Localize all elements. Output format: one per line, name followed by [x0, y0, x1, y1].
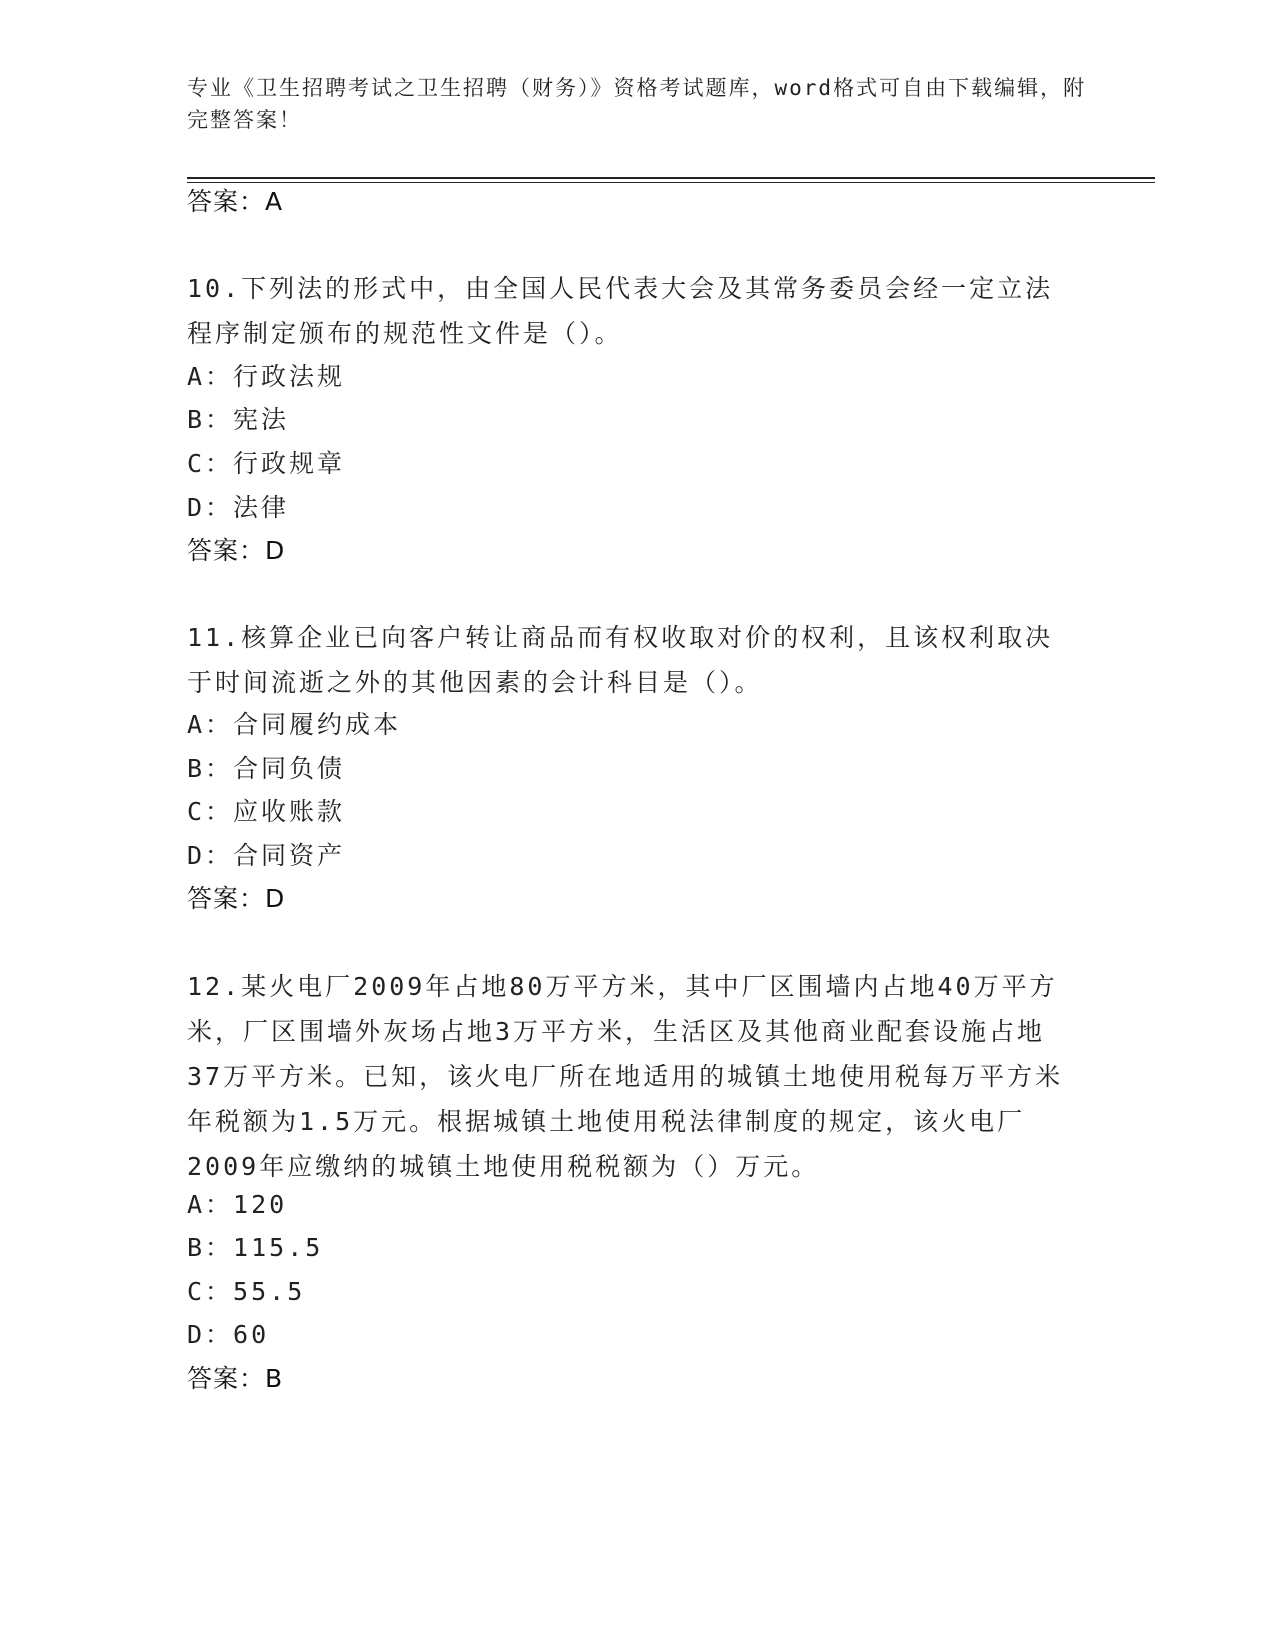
question-10-answer: 答案：D [187, 536, 286, 565]
document-header: 专业《卫生招聘考试之卫生招聘（财务）》资格考试题库，word格式可自由下载编辑，附完整答案！ [187, 76, 1087, 132]
question-11-answer: 答案：D [187, 884, 286, 913]
question-10-option-a: A：行政法规 [187, 362, 346, 391]
question-12-option-d: D：60 [187, 1320, 270, 1349]
question-11-option-b: B：合同负债 [187, 754, 346, 783]
question-10-option-c: C：行政规章 [187, 449, 346, 478]
question-11-stem: 11.核算企业已向客户转让商品而有权收取对价的权利，且该权利取决于时间流逝之外的其他因素的会计科目是（）。 [187, 623, 1054, 697]
previous-answer: 答案：A [187, 187, 284, 216]
header-rule-thin [187, 182, 1155, 183]
question-10-option-d: D：法律 [187, 493, 290, 522]
question-12-answer: 答案：B [187, 1364, 284, 1393]
question-12-option-c: C：55.5 [187, 1277, 306, 1306]
question-12-option-b: B：115.5 [187, 1233, 324, 1262]
question-11-option-d: D：合同资产 [187, 841, 346, 870]
question-10-stem: 10.下列法的形式中，由全国人民代表大会及其常务委员会经一定立法程序制定颁布的规范性文件是（）。 [187, 274, 1054, 348]
question-11-option-c: C：应收账款 [187, 797, 346, 826]
question-12-stem: 12.某火电厂2009年占地80万平方米，其中厂区围墙内占地40万平方米，厂区围墙外灰场占地3万平方米，生活区及其他商业配套设施占地37万平方米。已知，该火电厂所在地适用的城镇土地使用税每万平方米年税额为1.5万元。根据城镇土地使用税法律制度的规定，该火电厂2009年应缴纳的城镇土地使用税税额为（）万元。 [187, 972, 1064, 1181]
question-11-option-a: A：合同履约成本 [187, 710, 402, 739]
header-rule-thick [187, 177, 1155, 179]
question-12-option-a: A：120 [187, 1190, 288, 1219]
question-10-option-b: B：宪法 [187, 405, 290, 434]
